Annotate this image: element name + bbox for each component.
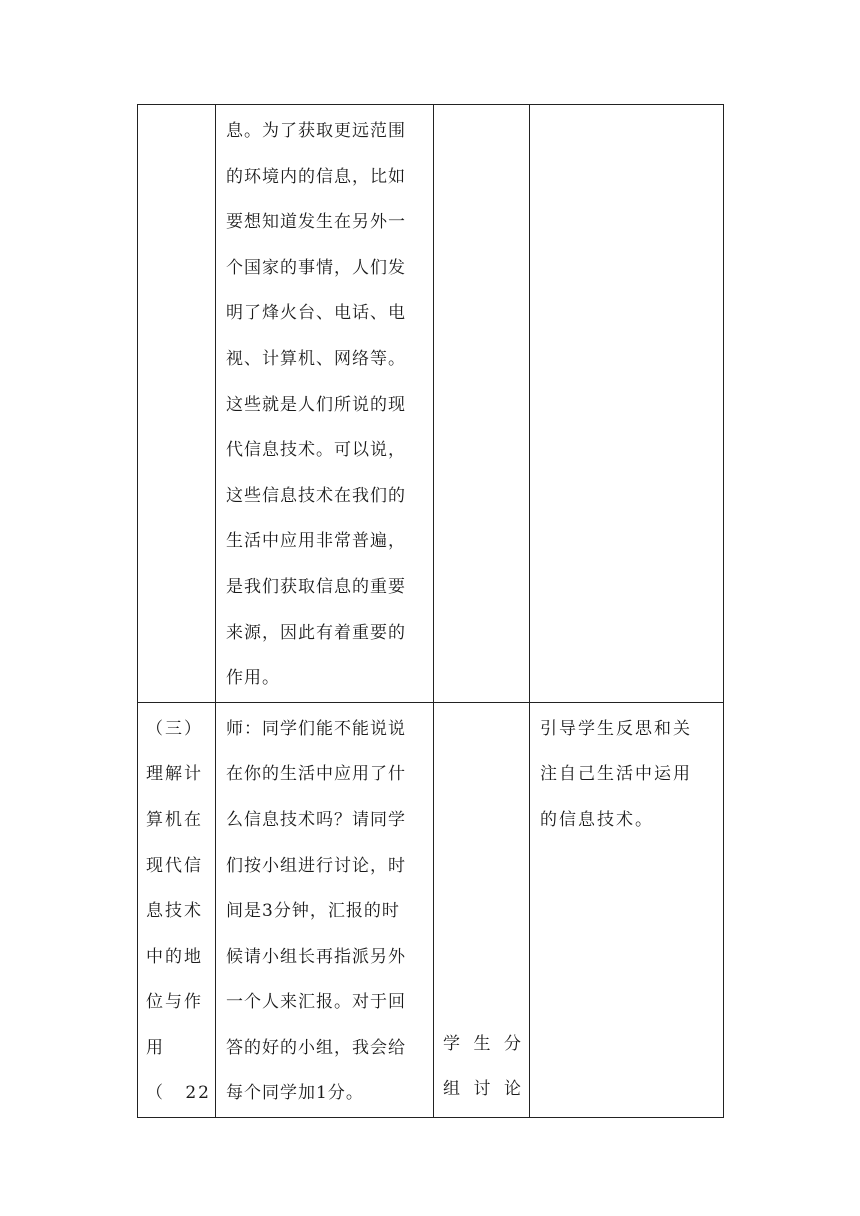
text-line: 息。为了获取更远范围 xyxy=(226,121,406,141)
text-line: 一个人来汇报。对于回 xyxy=(226,992,406,1013)
text-char: 组 xyxy=(443,1079,460,1100)
text-line: 作用。 xyxy=(226,668,280,689)
text-line xyxy=(146,1071,211,1117)
table-row xyxy=(138,702,724,1117)
text-line: 个国家的事情，人们发 xyxy=(226,257,406,278)
text-line: 答的好的小组，我会给 xyxy=(226,1037,406,1058)
text-char: 分 xyxy=(504,1033,521,1054)
text-line: 每个同学加1分。 xyxy=(226,1083,364,1104)
text-line: 视、计算机、网络等。 xyxy=(226,348,406,369)
teacher-activity-cell xyxy=(216,702,434,1117)
text-line: 的信息技术。 xyxy=(540,809,654,830)
text-fragment: 22 xyxy=(185,1083,211,1104)
lesson-plan-table xyxy=(137,104,724,1118)
text-line: 在你的生活中应用了什 xyxy=(226,764,406,785)
text-line: 息技术 xyxy=(146,901,203,922)
text-char: 论 xyxy=(504,1079,521,1100)
text-line: 要想知道发生在另外一 xyxy=(226,212,406,233)
text-fragment: （ xyxy=(146,1083,165,1104)
text-line: 这些就是人们所说的现 xyxy=(226,394,406,415)
text-line: 中的地 xyxy=(146,946,203,967)
text-line: 理解计 xyxy=(146,764,203,785)
text-line: 代信息技术。可以说， xyxy=(226,440,406,461)
text-line: 来源，因此有着重要的 xyxy=(226,622,406,643)
text-line: 这些信息技术在我们的 xyxy=(226,485,406,506)
text-line: 引导学生反思和关 xyxy=(540,718,692,739)
design-intent-cell xyxy=(530,105,724,703)
text-line: 位与作 xyxy=(146,992,203,1013)
text-line: 明了烽火台、电话、电 xyxy=(226,303,406,324)
student-activity-cell xyxy=(434,702,530,1117)
text-line: （三） xyxy=(146,718,203,739)
design-intent-cell xyxy=(530,702,724,1117)
text-line: 用 xyxy=(146,1037,165,1058)
text-line: 的环境内的信息，比如 xyxy=(226,166,406,187)
text-line: 现代信 xyxy=(146,855,203,876)
text-line: 间是3分钟，汇报的时 xyxy=(226,901,400,922)
stage-cell xyxy=(138,105,216,703)
text-line: 是我们获取信息的重要 xyxy=(226,576,406,597)
text-line: 么信息技术吗？请同学 xyxy=(226,809,406,830)
text-line: 生活中应用非常普遍， xyxy=(226,531,406,552)
text-line: 候请小组长再指派另外 xyxy=(226,946,406,967)
table-row xyxy=(138,105,724,703)
text-line: 算机在 xyxy=(146,809,203,830)
text-line xyxy=(443,1022,521,1068)
text-char: 讨 xyxy=(473,1079,491,1100)
student-activity-cell xyxy=(434,105,530,703)
text-char: 生 xyxy=(473,1033,491,1054)
teacher-activity-cell xyxy=(216,105,434,703)
text-char: 学 xyxy=(443,1033,460,1054)
text-line: 们按小组进行讨论，时 xyxy=(226,855,406,876)
text-line: 注自己生活中运用 xyxy=(540,764,692,785)
text-line: 师：同学们能不能说说 xyxy=(226,718,406,739)
text-line xyxy=(443,1067,521,1113)
stage-cell xyxy=(138,702,216,1117)
